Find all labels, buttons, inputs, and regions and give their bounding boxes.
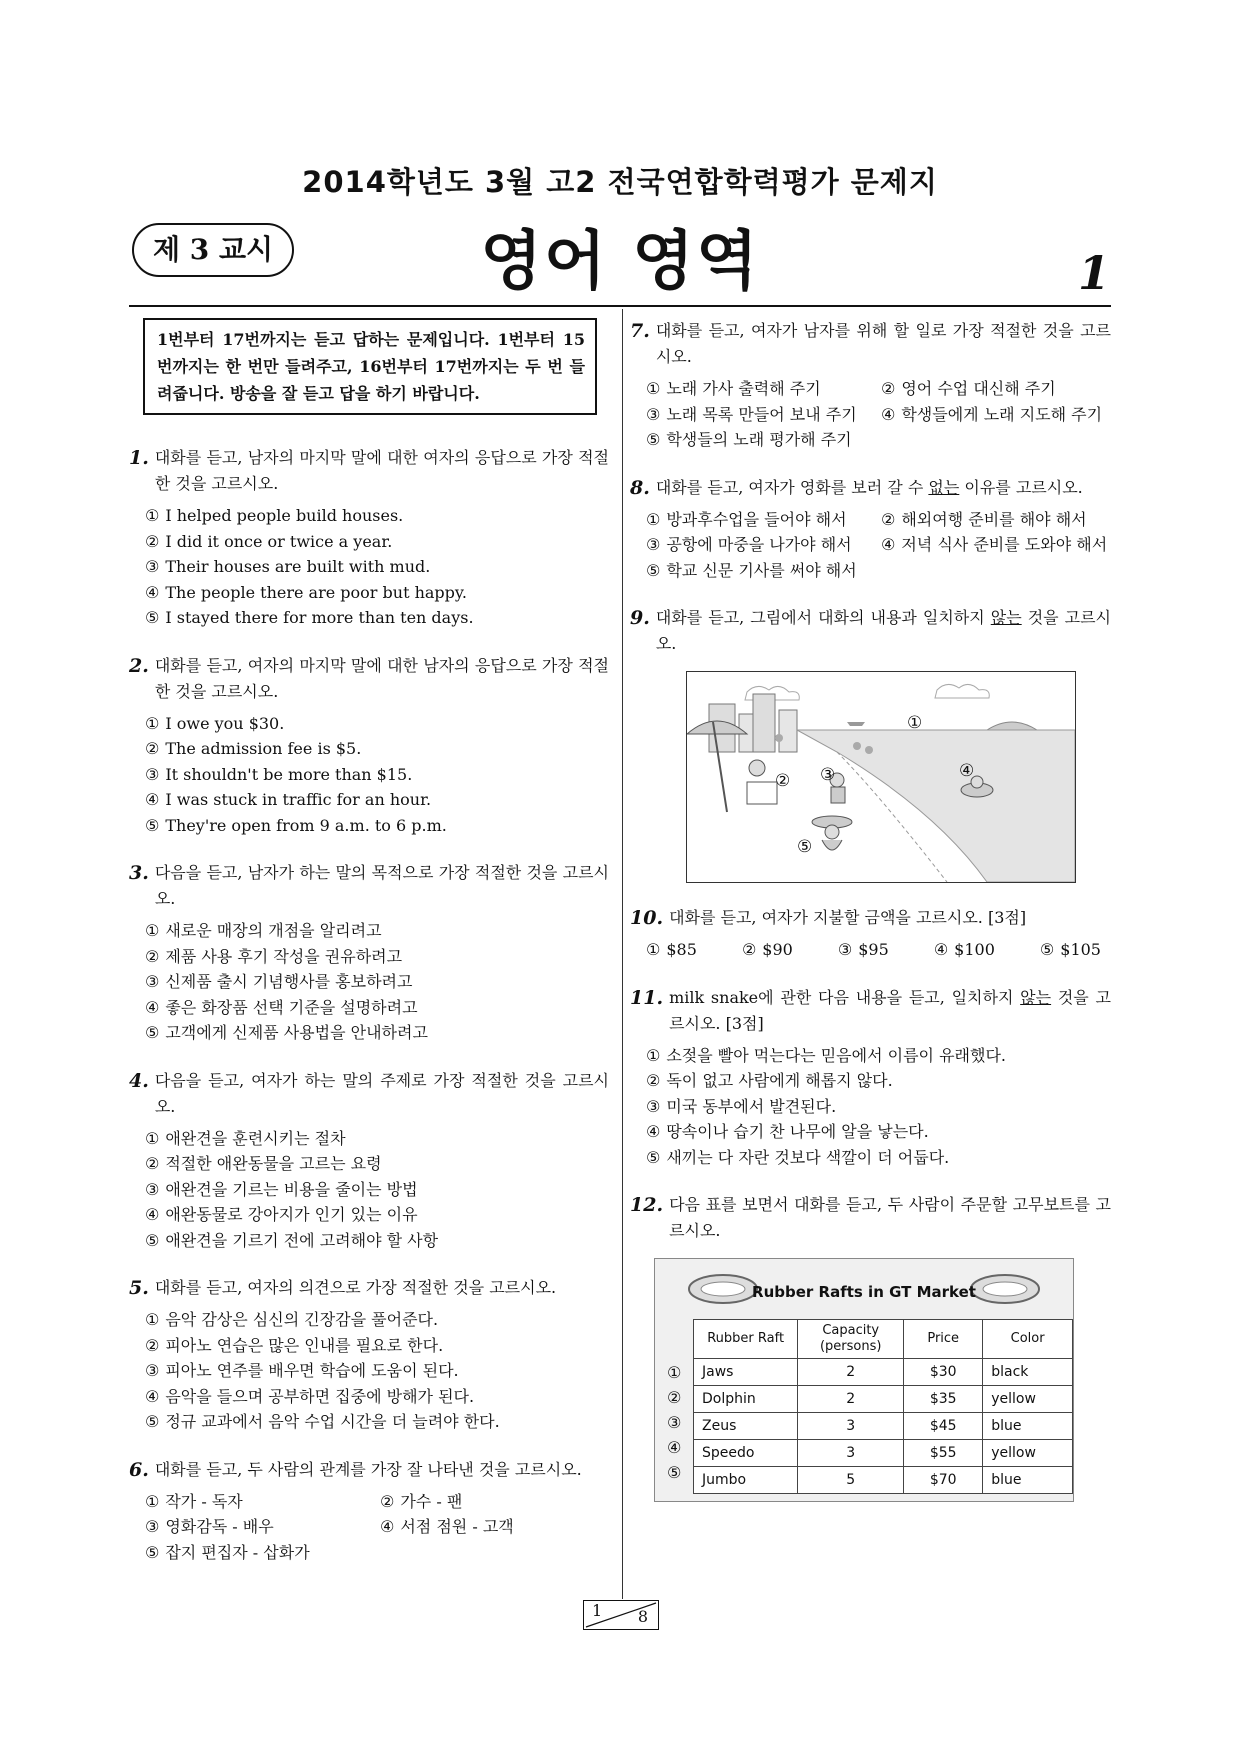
question-2 bbox=[129, 653, 609, 839]
question-text: 대화를 듣고, 여자가 영화를 보러 갈 수 없는 이유를 고르시오. bbox=[655, 477, 1083, 497]
option-2[interactable]: ② 해외여행 준비를 해야 해서 bbox=[881, 509, 1087, 529]
page-number: 1 bbox=[1077, 246, 1110, 300]
question-number: 3. bbox=[129, 862, 149, 884]
question-12 bbox=[630, 1192, 1111, 1502]
option-2[interactable]: ② 적절한 애완동물을 고르는 요령 bbox=[145, 1154, 382, 1173]
option-3[interactable]: ③ 미국 동부에서 발견된다. bbox=[646, 1096, 837, 1116]
table-cell: 3 bbox=[798, 1440, 904, 1467]
option-1[interactable]: ① I owe you $30. bbox=[145, 713, 285, 733]
table-cell: Speedo bbox=[694, 1440, 798, 1467]
question-text: 다음을 듣고, 남자가 하는 말의 목적으로 가장 적절한 것을 고르시오. bbox=[154, 863, 609, 908]
option-5[interactable]: ⑤ 학생들의 노래 평가해 주기 bbox=[646, 430, 852, 449]
figure-marker-1[interactable]: ① bbox=[907, 713, 923, 733]
table-cell: $70 bbox=[904, 1467, 983, 1494]
table-cell: $30 bbox=[904, 1359, 983, 1386]
period-badge: 제 3 교시 bbox=[132, 223, 294, 277]
question-3 bbox=[129, 860, 609, 1046]
option-2[interactable]: ② The admission fee is $5. bbox=[145, 739, 362, 758]
beach-illustration bbox=[686, 671, 1076, 883]
table-cell: Jaws bbox=[694, 1359, 798, 1386]
option-3[interactable]: ③ Their houses are built with mud. bbox=[145, 557, 431, 576]
question-8 bbox=[630, 475, 1111, 584]
option-4[interactable]: ④ 땅속이나 습기 찬 나무에 알을 낳는다. bbox=[646, 1122, 929, 1141]
option-4[interactable]: ④ 좋은 화장품 선택 기준을 설명하려고 bbox=[145, 997, 418, 1017]
figure-marker-2[interactable]: ② bbox=[775, 771, 791, 791]
option-3[interactable]: ③ 신제품 출시 기념행사를 홍보하려고 bbox=[145, 972, 413, 991]
question-1 bbox=[129, 445, 609, 631]
column-divider bbox=[622, 309, 623, 1599]
subject-title: 영어 영역 bbox=[480, 225, 760, 299]
table-row bbox=[694, 1386, 1073, 1413]
option-1[interactable]: ① 작가 - 독자 bbox=[145, 1491, 243, 1511]
table-cell: 3 bbox=[798, 1413, 904, 1440]
option-4[interactable]: ④ The people there are poor but happy. bbox=[145, 582, 467, 602]
option-1[interactable]: ① 방과후수업을 들어야 해서 bbox=[646, 509, 847, 529]
column-header: Rubber Raft bbox=[694, 1320, 798, 1359]
question-number: 10. bbox=[630, 907, 664, 929]
row-marker-2[interactable]: ② bbox=[667, 1388, 682, 1407]
question-7 bbox=[630, 318, 1111, 453]
table-cell: 2 bbox=[798, 1359, 904, 1386]
question-number: 7. bbox=[630, 320, 650, 342]
table-cell: $45 bbox=[904, 1413, 983, 1440]
option-5[interactable]: ⑤ I stayed there for more than ten days. bbox=[145, 608, 474, 627]
table-cell: yellow bbox=[983, 1440, 1073, 1467]
row-marker-1[interactable]: ① bbox=[667, 1363, 682, 1382]
option-4[interactable]: ④ I was stuck in traffic for an hour. bbox=[145, 790, 432, 809]
table-row bbox=[694, 1413, 1073, 1440]
question-text: 다음 표를 보면서 대화를 듣고, 두 사람이 주문할 고무보트를 고르시오. bbox=[669, 1195, 1111, 1240]
raft-table bbox=[693, 1319, 1073, 1494]
figure-marker-3[interactable]: ③ bbox=[820, 765, 836, 785]
option-5[interactable]: ⑤ 정규 교과에서 음악 수업 시간을 더 늘려야 한다. bbox=[145, 1412, 500, 1431]
question-number: 4. bbox=[129, 1069, 149, 1092]
table-cell: Zeus bbox=[694, 1413, 798, 1440]
table-row bbox=[694, 1440, 1073, 1467]
question-9 bbox=[630, 605, 1111, 883]
question-number: 6. bbox=[129, 1458, 149, 1481]
right-column bbox=[630, 318, 1111, 1502]
question-11 bbox=[630, 985, 1111, 1171]
figure-marker-4[interactable]: ④ bbox=[959, 761, 975, 781]
question-6 bbox=[129, 1457, 609, 1566]
table-cell: Jumbo bbox=[694, 1467, 798, 1494]
table-row bbox=[694, 1467, 1073, 1494]
option-3[interactable]: ③ It shouldn't be more than $15. bbox=[145, 764, 413, 784]
table-header-row bbox=[694, 1320, 1073, 1359]
option-2[interactable]: ② 피아노 연습은 많은 인내를 필요로 한다. bbox=[145, 1335, 444, 1355]
option-2[interactable]: ② $90 bbox=[741, 940, 793, 959]
question-4 bbox=[129, 1068, 609, 1254]
option-4[interactable]: ④ 서점 점원 - 고객 bbox=[380, 1517, 514, 1536]
option-3[interactable]: ③ $95 bbox=[837, 940, 889, 959]
option-2[interactable]: ② 영어 수업 대신해 주기 bbox=[881, 379, 1056, 398]
table-cell: black bbox=[983, 1359, 1073, 1386]
option-5[interactable]: ⑤ 애완견을 기르기 전에 고려해야 할 사항 bbox=[145, 1230, 439, 1250]
option-1[interactable]: ① 소젖을 빨아 먹는다는 믿음에서 이름이 유래했다. bbox=[646, 1045, 1006, 1065]
question-text: 대화를 듣고, 두 사람의 관계를 가장 잘 나타낸 것을 고르시오. bbox=[154, 1459, 582, 1479]
option-2[interactable]: ② 제품 사용 후기 작성을 권유하려고 bbox=[145, 946, 403, 966]
total-pages: 8 bbox=[637, 1607, 648, 1626]
question-text: 대화를 듣고, 여자의 의견으로 가장 적절한 것을 고르시오. bbox=[154, 1278, 557, 1297]
table-title: Rubber Rafts in GT Market bbox=[752, 1283, 976, 1301]
header-rule bbox=[129, 305, 1111, 307]
raft-table-figure bbox=[654, 1258, 1074, 1502]
table-cell: blue bbox=[983, 1467, 1073, 1494]
option-1[interactable]: ① 새로운 매장의 개점을 알리려고 bbox=[145, 921, 382, 940]
option-3[interactable]: ③ 애완견을 기르는 비용을 줄이는 방법 bbox=[145, 1179, 418, 1199]
table-cell: 5 bbox=[798, 1467, 904, 1494]
exam-title: 2014학년도 3월 고2 전국연합학력평가 문제지 bbox=[302, 165, 938, 199]
question-number: 9. bbox=[630, 607, 650, 629]
option-2[interactable]: ② 가수 - 팬 bbox=[380, 1491, 463, 1511]
question-text: 대화를 듣고, 여자의 마지막 말에 대한 남자의 응답으로 가장 적절한 것을 고르시오. bbox=[154, 655, 609, 701]
table-cell: $55 bbox=[904, 1440, 983, 1467]
row-marker-3[interactable]: ③ bbox=[667, 1413, 682, 1432]
question-text: milk snake에 관한 다음 내용을 듣고, 일치하지 않는 것을 고르시오. [3점] bbox=[669, 987, 1111, 1033]
option-4[interactable]: ④ 학생들에게 노래 지도해 주기 bbox=[881, 404, 1103, 424]
question-number: 5. bbox=[129, 1277, 149, 1299]
option-4[interactable]: ④ 저녁 식사 준비를 도와야 해서 bbox=[881, 535, 1108, 554]
option-5[interactable]: ⑤ 잡지 편집자 - 삽화가 bbox=[145, 1542, 310, 1562]
option-2[interactable]: ② 독이 없고 사람에게 해롭지 않다. bbox=[646, 1071, 893, 1090]
question-text: 대화를 듣고, 그림에서 대화의 내용과 일치하지 않는 것을 고르시오. bbox=[655, 608, 1111, 653]
question-text: 대화를 듣고, 여자가 지불할 금액을 고르시오. [3점] bbox=[669, 908, 1027, 927]
option-5[interactable]: ⑤ 학교 신문 기사를 써야 해서 bbox=[646, 560, 857, 580]
column-header: Color bbox=[983, 1320, 1073, 1359]
option-1[interactable]: ① $85 bbox=[646, 940, 697, 959]
option-1[interactable]: ① 노래 가사 출력해 주기 bbox=[646, 379, 821, 398]
question-number: 12. bbox=[630, 1194, 664, 1216]
table-cell: $35 bbox=[904, 1386, 983, 1413]
page-counter bbox=[583, 1600, 659, 1630]
current-page: 1 bbox=[592, 1601, 603, 1620]
option-4[interactable]: ④ 음악을 들으며 공부하면 집중에 방해가 된다. bbox=[145, 1386, 475, 1406]
question-text: 대화를 듣고, 남자의 마지막 말에 대한 여자의 응답으로 가장 적절한 것을 고르시오. bbox=[154, 448, 609, 493]
option-3[interactable]: ③ 영화감독 - 배우 bbox=[145, 1517, 274, 1536]
question-10 bbox=[630, 905, 1111, 963]
question-5 bbox=[129, 1275, 609, 1435]
option-5[interactable]: ⑤ 새끼는 다 자란 것보다 색깔이 더 어둡다. bbox=[646, 1147, 950, 1167]
option-2[interactable]: ② I did it once or twice a year. bbox=[145, 531, 393, 551]
option-1[interactable]: ① 애완견을 훈련시키는 절차 bbox=[145, 1128, 346, 1148]
option-5[interactable]: ⑤ They're open from 9 a.m. to 6 p.m. bbox=[145, 815, 447, 835]
left-column bbox=[129, 318, 609, 1565]
question-number: 8. bbox=[630, 476, 650, 499]
question-number: 2. bbox=[129, 654, 149, 677]
column-header: Price bbox=[904, 1320, 983, 1359]
option-4[interactable]: ④ 애완동물로 강아지가 인기 있는 이유 bbox=[145, 1205, 418, 1224]
question-number: 1. bbox=[129, 447, 149, 469]
option-4[interactable]: ④ $100 bbox=[933, 940, 995, 959]
option-3[interactable]: ③ 피아노 연주를 배우면 학습에 도움이 된다. bbox=[145, 1361, 459, 1380]
notice-box: 1번부터 17번까지는 듣고 답하는 문제입니다. 1번부터 15번까지는 한 번만 들려주고, 16번부터 17번까지는 두 번 들려줍니다. 방송을 잘 듣고 답을 하기 바랍니다. bbox=[143, 318, 597, 415]
question-text: 다음을 듣고, 여자가 하는 말의 주제로 가장 적절한 것을 고르시오. bbox=[154, 1070, 609, 1116]
option-3[interactable]: ③ 노래 목록 만들어 보내 주기 bbox=[646, 404, 857, 424]
option-3[interactable]: ③ 공항에 마중을 나가야 해서 bbox=[646, 535, 852, 554]
option-1[interactable]: ① I helped people build houses. bbox=[145, 506, 404, 525]
table-cell: yellow bbox=[983, 1386, 1073, 1413]
row-marker-5[interactable]: ⑤ bbox=[667, 1463, 682, 1482]
table-cell: 2 bbox=[798, 1386, 904, 1413]
question-number: 11. bbox=[630, 986, 664, 1009]
question-text: 대화를 듣고, 여자가 남자를 위해 할 일로 가장 적절한 것을 고르시오. bbox=[655, 321, 1111, 366]
figure-marker-5[interactable]: ⑤ bbox=[797, 837, 813, 857]
column-header: Capacity (persons) bbox=[798, 1320, 904, 1359]
option-5[interactable]: ⑤ 고객에게 신제품 사용법을 안내하려고 bbox=[145, 1023, 428, 1042]
option-1[interactable]: ① 음악 감상은 심신의 긴장감을 풀어준다. bbox=[145, 1310, 439, 1329]
row-marker-4[interactable]: ④ bbox=[667, 1438, 682, 1457]
table-row bbox=[694, 1359, 1073, 1386]
table-cell: Dolphin bbox=[694, 1386, 798, 1413]
beach-scene-drawing bbox=[687, 672, 1075, 882]
table-cell: blue bbox=[983, 1413, 1073, 1440]
option-5[interactable]: ⑤ $105 bbox=[1039, 940, 1101, 959]
